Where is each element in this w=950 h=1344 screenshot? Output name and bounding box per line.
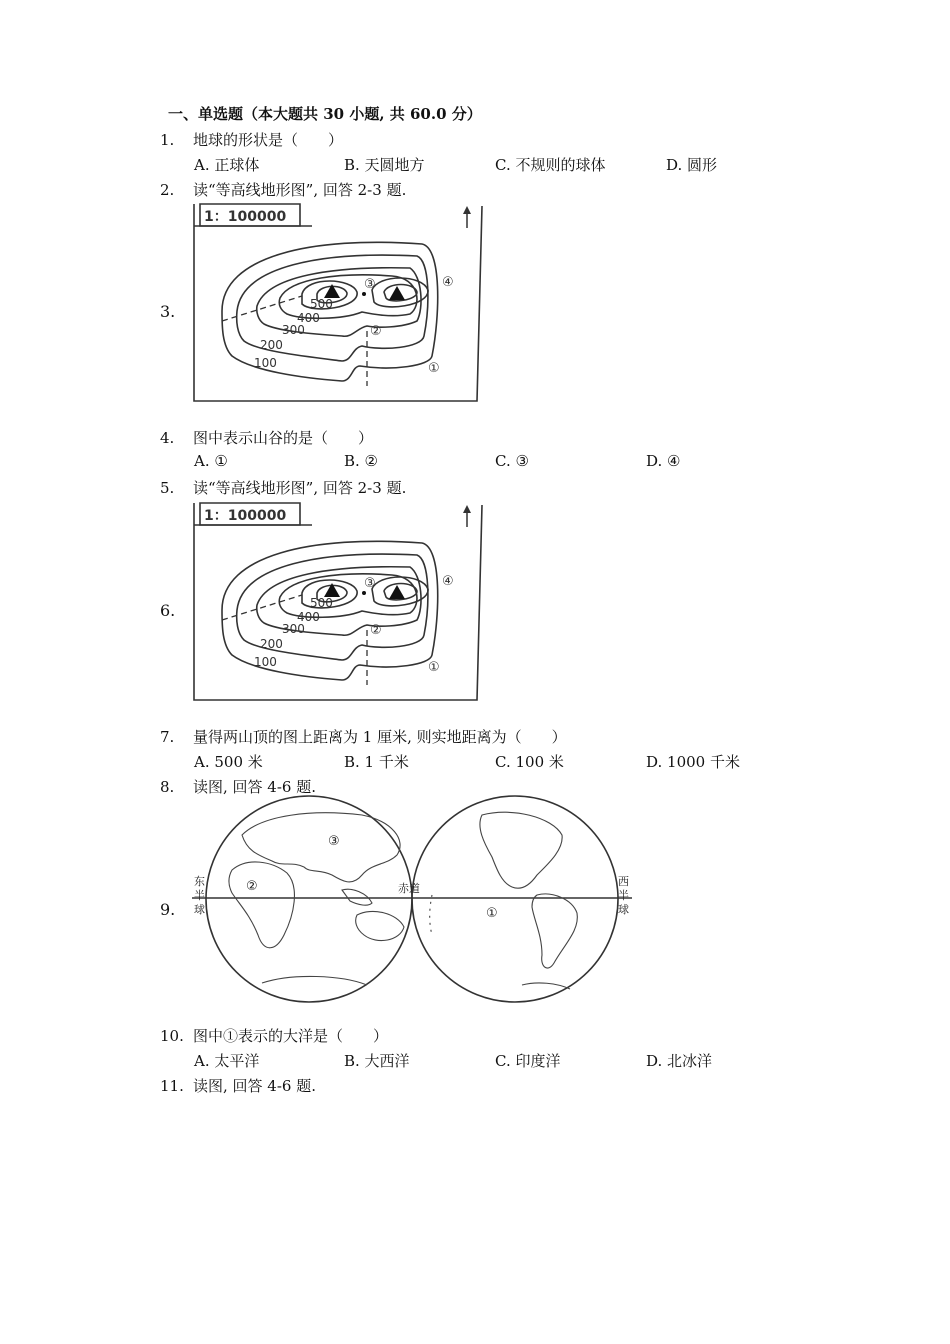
question-text: 读图, 回答 4-6 题. [193,1077,316,1095]
marker-4: ④ [442,574,454,589]
marker-1: ① [428,361,440,376]
option-d[interactable]: D. 圆形 [666,156,718,174]
marker-2: ② [370,623,382,638]
question-8 [160,776,316,797]
option-a[interactable]: A. 500 米 [194,753,263,771]
marker-2: ② [370,324,382,339]
contour-label-100: 100 [254,356,277,370]
question-9-number: 9. [160,900,176,919]
question-11 [160,1075,316,1096]
contour-map-2 [192,495,487,705]
contour-label-400: 400 [297,610,320,624]
question-6-number: 6. [160,601,176,620]
east-label-2: 半 [194,889,205,902]
question-text: 地球的形状是（ ） [193,131,344,149]
option-d[interactable]: D. ④ [646,452,681,470]
marker-2: ② [246,879,258,894]
contour-map-1 [192,196,487,406]
equator-label: 赤道 [398,882,420,895]
contour-label-500: 500 [310,596,333,610]
question-text: 读“等高线地形图”, 回答 2-3 题. [193,181,407,199]
contour-label-300: 300 [282,323,305,337]
west-label-2: 半 [618,889,629,902]
question-number: 11. [160,1077,184,1095]
contour-label-200: 200 [260,338,283,352]
question-text: 读“等高线地形图”, 回答 2-3 题. [193,479,407,497]
question-number: 10. [160,1027,184,1045]
contour-label-100: 100 [254,655,277,669]
question-number: 5. [160,479,175,497]
option-d[interactable]: D. 北冰洋 [646,1052,713,1070]
option-b[interactable]: B. 1 千米 [344,753,409,771]
question-10 [160,1025,388,1046]
west-label-1: 西 [618,875,629,888]
scale-label: 1：100000 [204,508,287,524]
option-c[interactable]: C. ③ [495,452,529,470]
scale-label: 1：100000 [204,209,287,225]
question-text: 图中表示山谷的是（ ） [193,429,374,447]
question-number: 4. [160,429,175,447]
option-a[interactable]: A. ① [194,452,228,470]
option-c[interactable]: C. 100 米 [495,753,564,771]
section-title: 一、单选题（本大题共 30 小题, 共 60.0 分） [168,105,482,123]
question-number: 7. [160,728,175,746]
marker-3: ③ [328,834,340,849]
question-7 [160,726,567,747]
contour-label-200: 200 [260,637,283,651]
question-number: 1. [160,131,175,149]
option-a[interactable]: A. 太平洋 [194,1052,260,1070]
marker-1: ① [428,660,440,675]
west-hemisphere-circle [412,796,618,1002]
question-number: 8. [160,778,175,796]
east-label-1: 东 [194,875,205,888]
marker-3: ③ [364,576,376,591]
option-b[interactable]: B. 大西洋 [344,1052,410,1070]
contour-label-300: 300 [282,622,305,636]
contour-label-400: 400 [297,311,320,325]
option-d[interactable]: D. 1000 千米 [646,753,740,771]
question-text: 量得两山顶的图上距离为 1 厘米, 则实地距离为（ ） [193,728,567,746]
contour-label-500: 500 [310,297,333,311]
option-c[interactable]: C. 印度洋 [495,1052,561,1070]
summit-triangle-right [389,286,405,300]
option-b[interactable]: B. ② [344,452,379,470]
marker-3: ③ [364,277,376,292]
option-a[interactable]: A. 正球体 [194,156,260,174]
marker-1: ① [486,906,498,921]
marker-4: ④ [442,275,454,290]
question-1 [160,129,343,150]
question-4 [160,427,373,448]
world-hemispheres-map [192,795,632,1005]
west-label-3: 球 [618,903,629,916]
east-label-3: 球 [194,903,205,916]
option-b[interactable]: B. 天圆地方 [344,156,425,174]
question-text: 图中①表示的大洋是（ ） [193,1027,389,1045]
question-3-number: 3. [160,302,176,321]
option-c[interactable]: C. 不规则的球体 [495,156,606,174]
question-text: 读图, 回答 4-6 题. [193,778,316,796]
question-number: 2. [160,181,175,199]
